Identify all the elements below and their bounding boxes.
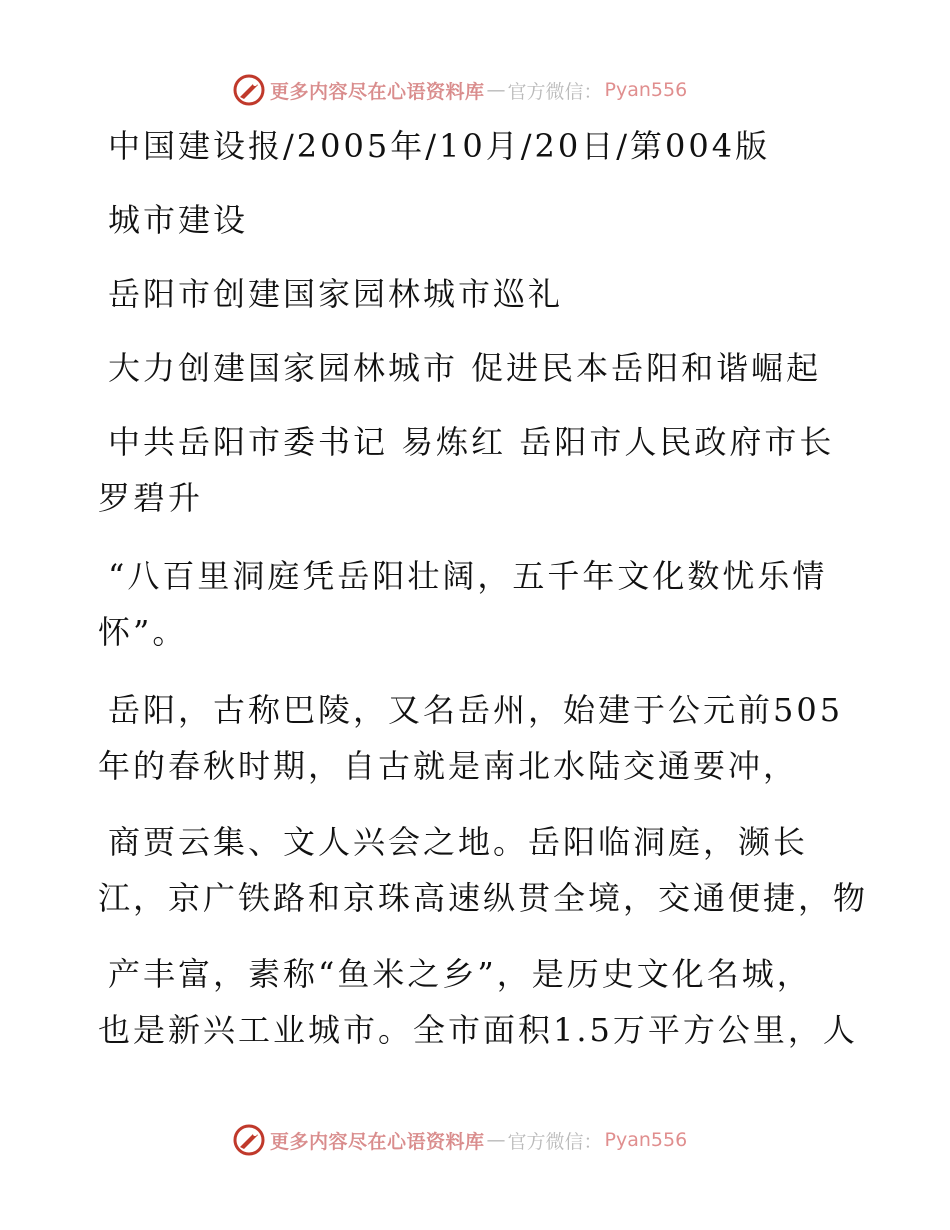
body-line: 岳阳，古称巴陵，又名岳州，始建于公元前505 <box>108 691 844 729</box>
watermark-separator: — <box>486 1129 506 1151</box>
watermark-banner-top <box>232 72 687 108</box>
watermark-wechat-id: Pyan556 <box>604 1129 688 1151</box>
article-source: 中国建设报/2005年/10月/20日/第004版 <box>108 127 771 165</box>
article-authors-line-1: 中共岳阳市委书记 易炼红 岳阳市人民政府市长 <box>108 423 835 461</box>
watermark-main-text: 更多内容尽在心语资料库 <box>270 1130 485 1153</box>
article-authors-line-2: 罗碧升 <box>98 479 204 517</box>
watermark-separator: — <box>486 79 506 101</box>
body-line: 产丰富，素称“鱼米之乡”，是历史文化名城， <box>108 955 812 993</box>
article-section: 城市建设 <box>108 201 249 239</box>
watermark-wechat-id: Pyan556 <box>604 79 688 101</box>
pen-logo-icon <box>232 73 266 107</box>
article-column: 岳阳市创建国家园林城市巡礼 <box>108 275 564 313</box>
body-line: “八百里洞庭凭岳阳壮阔，五千年文化数忧乐情 <box>108 557 828 595</box>
body-line: 商贾云集、文人兴会之地。岳阳临洞庭，濒长 <box>108 823 809 861</box>
article-headline: 大力创建国家园林城市 促进民本岳阳和谐崛起 <box>108 349 822 387</box>
watermark-sub-text: 官方微信： <box>507 80 603 103</box>
pen-logo-icon <box>232 1123 266 1157</box>
body-line: 江，京广铁路和京珠高速纵贯全境，交通便捷，物 <box>98 879 869 917</box>
body-line: 怀”。 <box>98 613 188 651</box>
watermark-sub-text: 官方微信： <box>507 1130 603 1153</box>
body-line: 年的春秋时期，自古就是南北水陆交通要冲， <box>98 747 799 785</box>
watermark-banner-bottom <box>232 1122 687 1158</box>
watermark-main-text: 更多内容尽在心语资料库 <box>270 80 485 103</box>
body-line: 也是新兴工业城市。全市面积1.5万平方公里，人 <box>98 1011 858 1049</box>
